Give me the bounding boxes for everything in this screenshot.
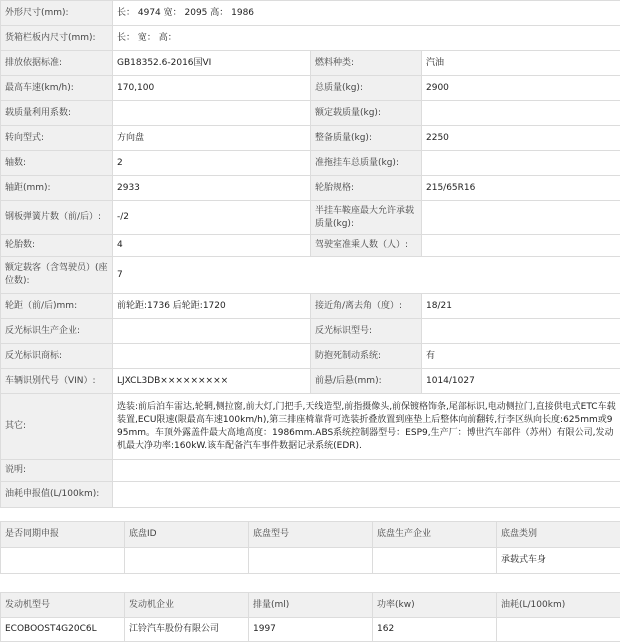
curb-label: 整备质量(kg): <box>311 126 422 151</box>
axles-value: 2 <box>113 151 311 176</box>
engine-header-model: 发动机型号 <box>1 593 125 618</box>
trailer-value <box>422 151 620 176</box>
chassis-cell-maker <box>373 548 497 574</box>
curb-value: 2250 <box>422 126 620 151</box>
note-value <box>113 460 620 482</box>
ratedload-label: 额定载质量(kg): <box>311 101 422 126</box>
engine-header-maker: 发动机企业 <box>125 593 249 618</box>
chassis-header-id: 底盘ID <box>125 522 249 548</box>
fuel-value: 汽油 <box>422 51 620 76</box>
chassis-cell-type: 承载式车身 <box>497 548 620 574</box>
cargo-value: 长： 宽： 高： <box>113 26 620 51</box>
track-value: 前轮距:1736 后轮距:1720 <box>113 294 311 319</box>
speed-value: 170,100 <box>113 76 311 101</box>
chassis-header-sync: 是否同期申报 <box>1 522 125 548</box>
chassis-table <box>0 521 620 574</box>
spring-value: -/2 <box>113 201 311 235</box>
other-label: 其它: <box>1 394 113 460</box>
gross-label: 总质量(kg): <box>311 76 422 101</box>
tires-label: 轮胎数: <box>1 235 113 257</box>
loadutil-label: 载质量利用系数: <box>1 101 113 126</box>
engine-cell-maker: 江铃汽车股份有限公司 <box>125 618 249 642</box>
wheelbase-label: 轴距(mm): <box>1 176 113 201</box>
vin-value: LJXCL3DB××××××××× <box>113 369 311 394</box>
steering-value: 方向盘 <box>113 126 311 151</box>
loadutil-value <box>113 101 311 126</box>
steering-label: 转向型式: <box>1 126 113 151</box>
overhang-value: 1014/1027 <box>422 369 620 394</box>
fuel-label: 燃料种类: <box>311 51 422 76</box>
seats-value: 7 <box>113 257 620 294</box>
refl-brand-value <box>113 344 311 369</box>
fuelcons-value <box>113 482 620 508</box>
chassis-header-type: 底盘类别 <box>497 522 620 548</box>
spring-label: 钢板弹簧片数（前/后）: <box>1 201 113 235</box>
chassis-cell-model <box>249 548 373 574</box>
axles-label: 轴数: <box>1 151 113 176</box>
note-label: 说明: <box>1 460 113 482</box>
gross-value: 2900 <box>422 76 620 101</box>
ratedload-value <box>422 101 620 126</box>
abs-value: 有 <box>422 344 620 369</box>
wheelbase-value: 2933 <box>113 176 311 201</box>
fuelcons-label: 油耗申报值(L/100km): <box>1 482 113 508</box>
refl-brand-label: 反光标识商标: <box>1 344 113 369</box>
engine-cell-displacement: 1997 <box>249 618 373 642</box>
seats-label: 额定载客（含驾驶员）(座位数): <box>1 257 113 294</box>
saddle-value <box>422 201 620 235</box>
engine-header-fuel: 油耗(L/100km) <box>497 593 620 618</box>
dims-value: 长： 4974 宽： 2095 高： 1986 <box>113 1 620 26</box>
track-label: 轮距（前/后)mm: <box>1 294 113 319</box>
refl-company-value <box>113 319 311 344</box>
chassis-header-model: 底盘型号 <box>249 522 373 548</box>
tire-label: 轮胎规格: <box>311 176 422 201</box>
overhang-label: 前悬/后悬(mm): <box>311 369 422 394</box>
chassis-header-maker: 底盘生产企业 <box>373 522 497 548</box>
trailer-label: 准拖挂车总质量(kg): <box>311 151 422 176</box>
engine-cell-model: ECOBOOST4G20C6L <box>1 618 125 642</box>
tires-value: 4 <box>113 235 311 257</box>
angle-value: 18/21 <box>422 294 620 319</box>
engine-header-displacement: 排量(ml) <box>249 593 373 618</box>
cab-label: 驾驶室准乘人数（人）: <box>311 235 422 257</box>
angle-label: 接近角/离去角（度）: <box>311 294 422 319</box>
engine-cell-fuel <box>497 618 620 642</box>
cargo-label: 货箱栏板内尺寸(mm): <box>1 26 113 51</box>
tire-value: 215/65R16 <box>422 176 620 201</box>
other-value: 选装:前后泊车雷达,轮辋,侧拉窗,前大灯,门把手,天线造型,前指摄像头,前保镀格饰条,尾部标识,电动侧拉门,直接供电式ETC车载装置,ECU限速(限最高车速100km/h),第三排座椅靠背可选装折叠放置到座垫上后整体向前翻转,行李区纵向长度:625mm或995mm。车顶外露盖件最大高地高度：1986mm.ABS系统控制器型号：ESP9,生产厂：博世汽车部件（苏州）有限公司,发动机最大净功率:160kW.该车配备汽车事件数据记录系统(EDR). <box>113 394 620 460</box>
chassis-cell-sync <box>1 548 125 574</box>
emission-label: 排放依据标准: <box>1 51 113 76</box>
engine-cell-power: 162 <box>373 618 497 642</box>
engine-header-power: 功率(kw) <box>373 593 497 618</box>
engine-table <box>0 592 620 642</box>
refl-model-value <box>422 319 620 344</box>
refl-company-label: 反光标识生产企业: <box>1 319 113 344</box>
saddle-label: 半挂车鞍座最大允许承载质量(kg): <box>311 201 422 235</box>
speed-label: 最高车速(km/h): <box>1 76 113 101</box>
refl-model-label: 反光标识型号: <box>311 319 422 344</box>
vin-label: 车辆识别代号（VIN）: <box>1 369 113 394</box>
cab-value <box>422 235 620 257</box>
chassis-cell-id <box>125 548 249 574</box>
emission-value: GB18352.6-2016国VI <box>113 51 311 76</box>
dims-label: 外形尺寸(mm): <box>1 1 113 26</box>
abs-label: 防抱死制动系统: <box>311 344 422 369</box>
